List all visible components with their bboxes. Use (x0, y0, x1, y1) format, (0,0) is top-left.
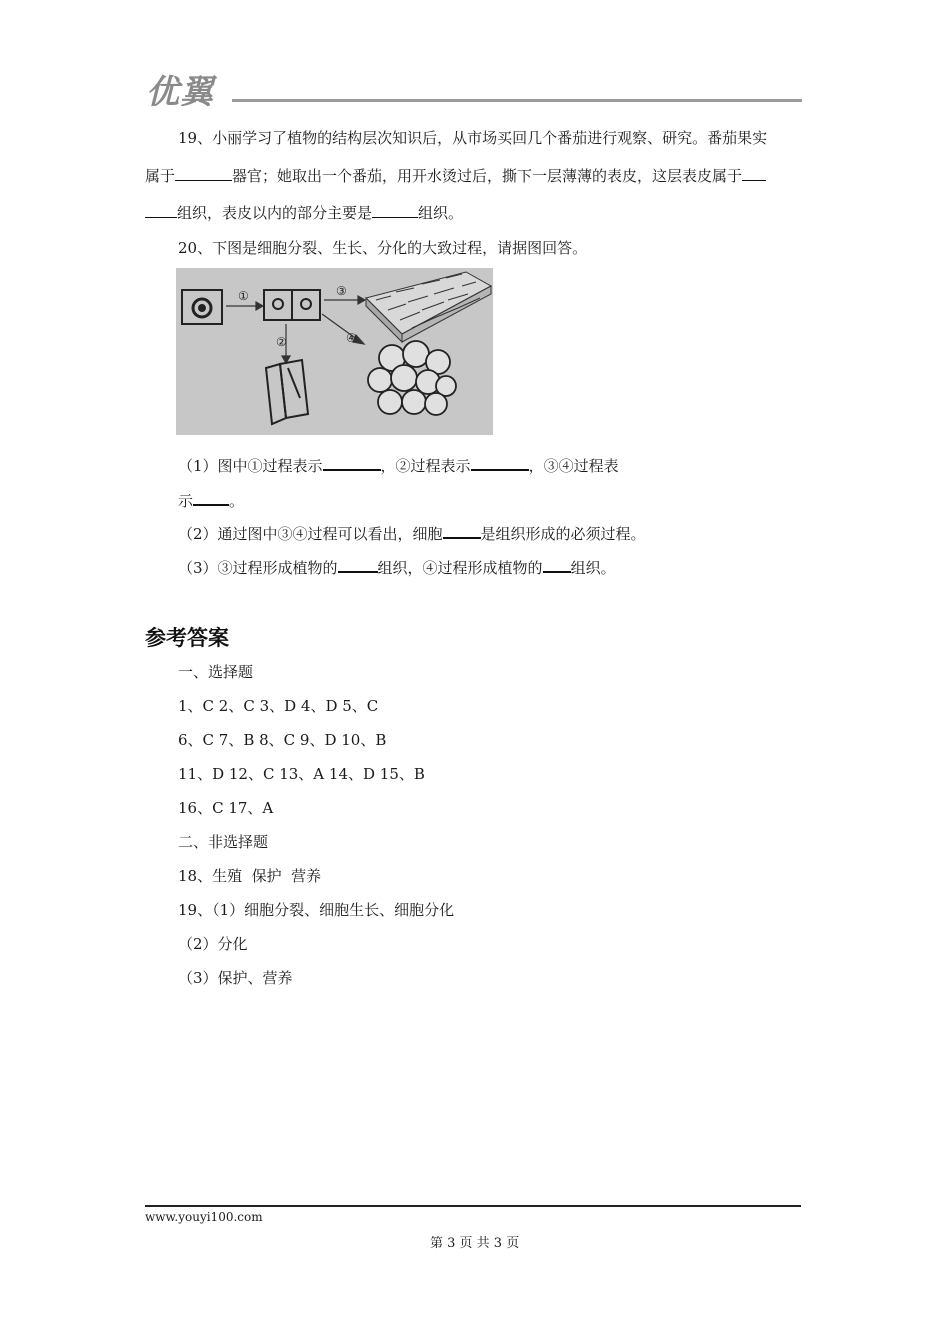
q19-line-1: 19、小丽学习了植物的结构层次知识后，从市场买回几个番茄进行观察、研究。番茄果实 (178, 129, 768, 147)
q20-text: 。 (229, 492, 245, 510)
answer-blank[interactable] (193, 490, 229, 506)
q19-line-3 (145, 203, 463, 223)
answer-line: 1、C 2、C 3、D 4、D 5、C (178, 697, 379, 715)
q19-text: 组织。 (418, 204, 464, 222)
answer-line: 二、非选择题 (178, 833, 269, 851)
answer-blank[interactable] (175, 166, 232, 181)
process-label-3: ③ (336, 284, 347, 298)
answer-line: 16、C 17、A (178, 799, 274, 817)
cell-process-diagram (176, 268, 493, 435)
answer-line: 6、C 7、B 8、C 9、D 10、B (178, 731, 387, 749)
answer-blank[interactable] (471, 455, 529, 471)
q19-text: 组织，表皮以内的部分主要是 (177, 204, 373, 222)
footer-url[interactable]: www.youyi100.com (145, 1210, 263, 1224)
q20-text: （2）通过图中③④过程可以看出，细胞 (178, 525, 443, 543)
q19-line-2 (145, 166, 766, 186)
header-rule (232, 99, 802, 102)
answer-line: 19、（1）细胞分裂、细胞生长、细胞分化 (178, 901, 455, 919)
answer-blank[interactable] (323, 455, 381, 471)
q20-sub-2 (178, 523, 646, 544)
answers-title: 参考答案 (145, 625, 229, 650)
answer-blank[interactable] (443, 523, 481, 539)
logo: 优翼 (146, 72, 214, 111)
footer-rule (145, 1205, 801, 1207)
answer-line: （3）保护、营养 (178, 969, 293, 987)
answer-blank[interactable] (742, 166, 766, 181)
q20-text: ，②过程表示 (380, 457, 471, 475)
nutrient-tissue (368, 341, 456, 415)
answer-line: 11、D 12、C 13、A 14、D 15、B (178, 765, 425, 783)
q20-text: ，③④过程表 (528, 457, 619, 475)
q20-text: 组织，④过程形成植物的 (377, 559, 543, 577)
q20-intro: 20、下图是细胞分裂、生长、分化的大致过程，请据图回答。 (178, 239, 588, 257)
answer-line: 18、生殖 保护 营养 (178, 867, 322, 885)
answer-blank[interactable] (543, 557, 571, 573)
q20-text: （1）图中①过程表示 (178, 457, 323, 475)
q20-text: （3）③过程形成植物的 (178, 559, 338, 577)
answer-blank[interactable] (372, 203, 418, 218)
cell-process-figure (176, 268, 493, 435)
process-label-4: ④ (346, 331, 357, 345)
process-label-1: ① (238, 289, 249, 303)
q20-sub-1-cont (178, 490, 244, 511)
q20-text: 示 (178, 492, 194, 510)
answer-blank[interactable] (145, 203, 177, 218)
answer-blank[interactable] (338, 557, 378, 573)
q19-text: 属于 (145, 167, 176, 185)
q20-sub-3 (178, 557, 616, 578)
q20-sub-1 (178, 455, 619, 476)
q20-text: 组织。 (570, 559, 616, 577)
q20-text: 是组织形成的必须过程。 (480, 525, 646, 543)
answer-line: （2）分化 (178, 935, 248, 953)
q19-text: 器官；她取出一个番茄，用开水烫过后，撕下一层薄薄的表皮，这层表皮属于 (232, 167, 743, 185)
process-label-2: ② (276, 335, 287, 349)
answer-line: 一、选择题 (178, 663, 254, 681)
page-number: 第 3 页 共 3 页 (430, 1236, 520, 1251)
